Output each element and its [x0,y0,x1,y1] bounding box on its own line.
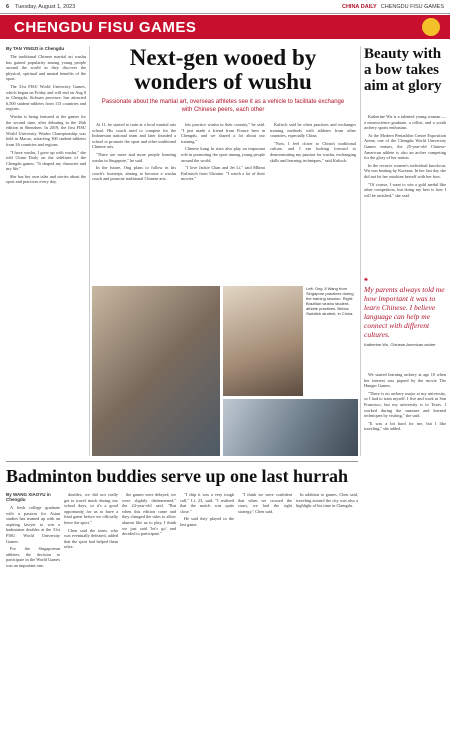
photo-wushu-left [92,286,220,456]
badminton-column-6 [296,492,358,742]
sidebar-more [364,372,446,742]
paragraph: The 31st FISU World University Games, which began on Friday and will end on Aug 8 in Chengdu, Sichuan province, has attracted 6,500 student-athletes from 113 countries and regions. [6,83,86,112]
paragraph: "Now, I feel closer to China's traditional culture, and I am looking forward to demonstrating my passion for wushu, exchanging skills and learning techniques," said Kulisch. [270,140,356,163]
paragraph: He said they played in the last game. [180,516,234,527]
games-logo-icon [422,18,440,36]
paragraph: "I have wushu, I grew up with wushu," she told China Daily on the sidelines of the Chengdu games. "It shaped my character and my life." [6,149,86,172]
badminton-column-4 [180,492,234,742]
main-deck: Passionate about the martial art, overseas athletes see it as a vehicle to facilitate exchange with Chinese peers, each other [101,99,345,113]
badminton-column-1 [6,492,60,742]
page-number: 6 [6,3,10,10]
top-bar [0,0,450,14]
paragraph: "There is no archery major at my university, so I had to train myself. I live and work in San Francisco, but my university is in Texas. I worked during the summer and learned techniques by visiting," she said. [364,390,446,419]
top-bar-right [342,4,444,10]
paragraph: At 11, he started to train at a local martial arts school. His coach used to compete for the Indonesian national team and later founded a school to promote the sport and other traditional Chinese arts. [92,122,176,150]
paragraph: the games were delayed, we were slightly disheartened," the 24-year-old said. "But when this edition came and they changed the rules to allow alumni like us to play, I think we just said 'let's go' and decided to participate." [122,492,176,537]
paragraph: In the recurve women's individual knockout, Wu was beating by Koreans. In her last day she did not let her outshine herself with her bow. [364,162,446,179]
paragraph: A fresh college graduate with a passion for Asian studies has teamed up with an aspiring lawyer to win a badminton doubles at the 31st FISU World University Games. [6,505,60,544]
photo-wushu-right [223,286,303,396]
paragraph: Chen said the team, who was eventually defeated, added that the sport had helped them relax. [64,527,118,550]
paragraph: "I think we were confident that when we crossed the court, we had the right strategy," Chen said. [238,492,292,514]
byline: By TAN YINGZI in Chengdu [6,46,65,51]
badminton-column-5 [238,492,292,742]
section-divider [6,461,358,462]
paragraph: "It was a bit hard for me, but I like traveling," she added. [364,420,446,432]
pull-quote-attribution: Katherine Wu, Chinese-American archer [364,342,436,347]
paragraph: Chinese kung fu stars also play an important role in promoting the sport among young people around the world. [181,146,265,163]
paper-name: CHINA DAILY [341,3,377,10]
banner-title: CHENGDU FISU GAMES [14,18,197,36]
main-column-1 [92,122,176,282]
left-column [6,46,86,456]
main-column-2 [181,122,265,282]
pull-quote-text: My parents always told me how important it was to learn Chinese. I believe language can help me connect with different cultures. [364,285,445,339]
column-divider [360,46,361,456]
paragraph: In addition to games, Chen said, traveling around the city was also a highlight of his time in Chengdu. [296,492,358,509]
paragraph: The traditional Chinese martial art wushu has gained popularity among young people around the world as they discover the physical, spiritual and mental benefits of the sport. [6,54,86,82]
badminton-column-2 [64,492,118,742]
paragraph: At the Modern Pentathlon Centre Exposition Arena, one of the Chengdu World University Games venues, the 25-year-old Chinese-American athlete is also an archer competing for the glory of her nation. [364,132,446,161]
pull-quote [364,277,446,347]
badminton-column-3 [122,492,176,742]
column-divider [89,46,90,456]
paragraph: For the Singaporean athletes, the decision to participate in the World Games was an important one. [6,546,60,568]
paragraph: "I ship it was a very tough call," Li, 23, said. "I realised that the match was quite close." [180,492,234,514]
main-column-3 [270,122,356,282]
photo-caption: Left: Ong Ji Wang from Singapore practices during the training session. Right: Brazilian wushu student-athlete practices. Below: Swedish student, in China. [306,286,354,316]
paragraph: Katherine Wu is a talented young woman — a neuroscience graduate, a cellist, and a youth archery sports enthusiast. [364,114,446,131]
paragraph: In the future, Ong plans to follow in his coach's footsteps, aiming to become a wushu coach and promote traditional Chinese arts. [92,165,176,182]
paragraph: doubles, we did not really get to travel much during our school days, so it's a good opportunity for us to have a final game before we officially leave the sport." [64,492,118,525]
photo-wushu-below [223,399,358,456]
paragraph: "I love Jackie Chan and Jet Li," said Mbimi Kulinisch from Ukraine. "I watch a lot of their movies." [181,165,265,182]
badminton-headline: Badminton buddies serve up one last hurrah [6,466,349,486]
section-name: CHENGDU FISU GAMES [380,3,444,10]
sidebar-body [364,114,446,274]
quote-mark-icon: ❝ [364,278,368,285]
paragraph: She has her own tales and stories about the sport and practices every day. [6,173,86,185]
paragraph: We started learning archery at age 10 when her interest was piqued by the movie The Hunger Games. [364,372,446,389]
byline: By WANG XIAOYU in Chengdu [6,492,51,502]
paragraph: "There are more and more people learning wushu in Singapore," he said. [92,151,176,163]
paragraph: Wushu is being featured at the games for the second time, after debuting in the 26th edition in Shenzhen. In 2019, the first FISU World University Wushu Championship was held in Macao, attracting 300 student-athletes from 26 countries and regions. [6,113,86,147]
paragraph: Kulisch said he often practises and exchanges training methods with athletes from other countries, especially China. [270,122,356,139]
main-headline: Next-gen wooed by wonders of wushu [129,45,317,94]
paragraph: "Of course, I want to win a gold medal like other competitors, but doing my best is how I will be satisfied," she said. [364,181,446,198]
paragraph: lets practice wushu in their country," he said. "I just made a friend from France here in Chengdu, and we shared a lot about our training." [181,122,265,144]
date: Tuesday, August 1, 2023 [15,3,76,10]
section-banner [0,15,450,39]
sidebar-headline: Beauty with a bow takes aim at glory [364,46,442,94]
left-column-body [6,54,86,185]
